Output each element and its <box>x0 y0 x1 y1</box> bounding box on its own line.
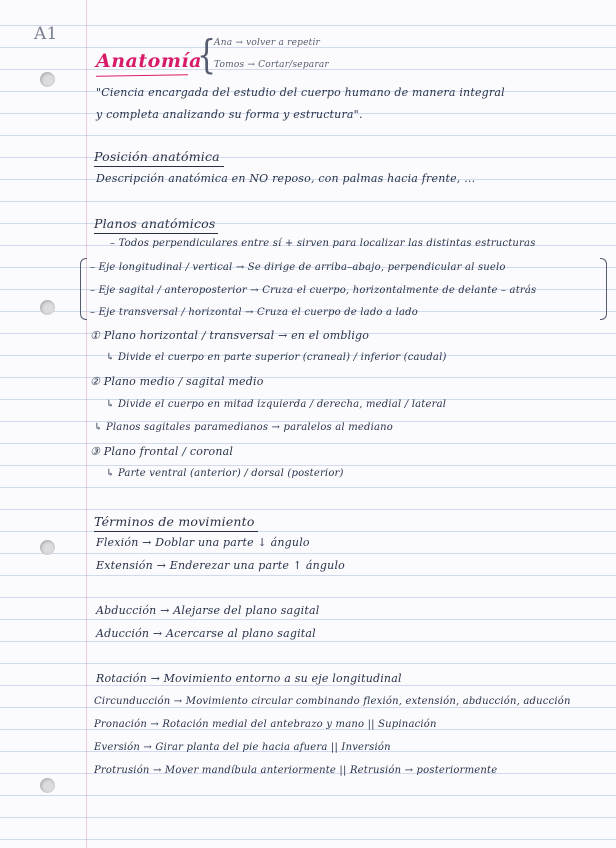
section-heading: Términos de movimiento <box>94 514 255 529</box>
text-line: Eversión → Girar planta del pie hacia afuera || Inversión <box>94 742 391 753</box>
text-line: Abducción → Alejarse del plano sagital <box>96 604 320 617</box>
text-line: – Todos perpendiculares entre sí + sirven para localizar las distintas estructuras <box>110 238 536 249</box>
page-title: Anatomía <box>96 50 202 72</box>
text-line: Pronación → Rotación medial del antebrazo y mano || Supinación <box>94 719 437 730</box>
definition-line: y completa analizando su forma y estructura". <box>96 108 363 121</box>
section-heading: Planos anatómicos <box>94 216 216 231</box>
text-line: Aducción → Acercarse al plano sagital <box>96 627 316 640</box>
text-line: – Eje transversal / horizontal → Cruza el cuerpo de lado a lado <box>90 307 418 318</box>
text-line: – Eje longitudinal / vertical → Se dirige de arriba–abajo, perpendicular al suelo <box>90 262 506 273</box>
binder-hole <box>40 300 55 315</box>
text-line: Circunducción → Movimiento circular combinando flexión, extensión, abducción, aducción <box>94 696 571 707</box>
text-line: Flexión → Doblar una parte ↓ ángulo <box>96 536 310 549</box>
text-line: – Eje sagital / anteroposterior → Cruza el cuerpo, horizontalmente de delante – atrás <box>90 285 537 296</box>
bracket-left <box>80 258 87 320</box>
heading-underline <box>94 531 258 532</box>
text-line: ↳ Divide el cuerpo en parte superior (craneal) / inferior (caudal) <box>106 352 447 363</box>
etymology-line: Ana → volver a repetir <box>214 38 321 48</box>
page-number: A1 <box>34 24 58 44</box>
text-line: ↳ Parte ventral (anterior) / dorsal (posterior) <box>106 468 344 479</box>
heading-underline <box>94 233 218 234</box>
binder-hole <box>40 72 55 87</box>
text-line: Protrusión → Mover mandíbula anteriormente || Retrusión → posteriormente <box>94 765 498 776</box>
margin-line <box>86 0 87 848</box>
binder-hole <box>40 778 55 793</box>
text-line: ① Plano horizontal / transversal → en el ombligo <box>90 329 370 342</box>
bracket-right <box>600 258 607 320</box>
text-line: Descripción anatómica en NO reposo, con palmas hacia frente, ... <box>96 172 476 185</box>
section-heading: Posición anatómica <box>94 149 220 164</box>
text-line: ③ Plano frontal / coronal <box>90 445 234 458</box>
brace-symbol: { <box>197 32 217 79</box>
text-line: Extensión → Enderezar una parte ↑ ángulo <box>96 559 346 572</box>
text-line: ② Plano medio / sagital medio <box>90 375 264 388</box>
text-line: ↳ Planos sagitales paramedianos → paralelos al mediano <box>94 422 394 433</box>
title-underline <box>96 74 188 77</box>
text-line: Rotación → Movimiento entorno a su eje longitudinal <box>96 672 402 685</box>
binder-hole <box>40 540 55 555</box>
heading-underline <box>94 166 224 167</box>
etymology-line: Tomos → Cortar/separar <box>214 60 329 70</box>
text-line: ↳ Divide el cuerpo en mitad izquierda / derecha, medial / lateral <box>106 399 447 410</box>
definition-line: "Ciencia encargada del estudio del cuerpo humano de manera integral <box>96 86 505 99</box>
